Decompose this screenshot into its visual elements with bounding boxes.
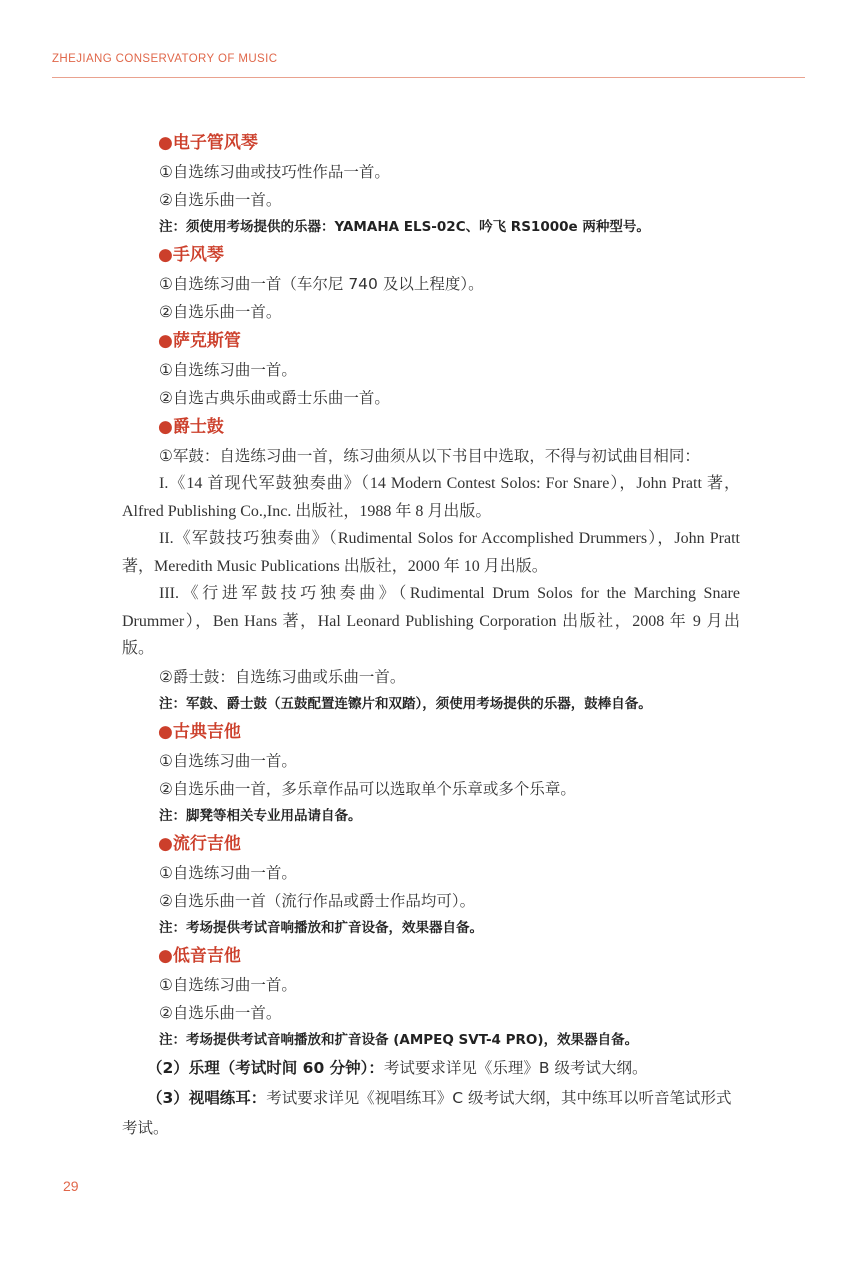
note-text: 注：须使用考场提供的乐器：YAMAHA ELS-02C、吟飞 RS1000e 两种型号。 [159,219,650,235]
theory-requirement [122,1053,740,1083]
list-item: ①自选练习曲一首（车尔尼 740 及以上程度）。 [159,275,484,293]
heading-text: 古典吉他 [172,721,241,742]
note-text: 注：考场提供考试音响播放和扩音设备 (AMPEQ SVT-4 PRO)，效果器自备。 [159,1031,639,1048]
bullet-icon: ● [158,833,173,854]
section-heading-accordion [158,240,740,270]
list-item: ②自选乐曲一首。 [159,303,282,321]
book-entry-2 [122,525,740,580]
heading-text: 爵士鼓 [172,417,224,437]
ear-training-requirement [122,1083,740,1143]
page-content [122,128,740,1143]
list-item: ①自选练习曲一首。 [159,975,297,994]
bullet-icon: ● [158,331,173,351]
page-number: 29 [63,1178,79,1194]
list-item: ①自选练习曲一首。 [159,863,297,882]
section-heading-pop-guitar [158,829,740,859]
bullet-icon: ● [158,417,173,437]
heading-text: 手风琴 [172,245,224,265]
bullet-icon: ● [158,721,173,742]
list-item: ①自选练习曲一首。 [159,751,297,770]
header-divider [52,77,805,78]
list-item: ②自选乐曲一首。 [159,1003,282,1022]
ear-training-label: （3）视唱练耳： [147,1088,267,1107]
bullet-icon: ● [158,945,173,966]
list-item: ①军鼓：自选练习曲一首，练习曲须从以下书目中选取，不得与初试曲目相同： [159,447,700,465]
heading-text: 低音吉他 [172,945,241,966]
list-item: ②自选古典乐曲或爵士乐曲一首。 [159,389,390,407]
note-text: 注：脚凳等相关专业用品请自备。 [159,807,362,824]
bullet-icon: ● [158,245,173,265]
book-text: II.《军鼓技巧独奏曲》（Rudimental Solos for Accomplished Drummers），John Pratt 著，Meredith Music Publications 出版社，2000 年 10 月出版。 [122,530,740,575]
section-heading-drums [158,412,740,442]
list-item: ②爵士鼓：自选练习曲或乐曲一首。 [159,667,406,686]
theory-text: 考试要求详见《乐理》B 级考试大纲。 [383,1058,648,1077]
list-item: ②自选乐曲一首，多乐章作品可以选取单个乐章或多个乐章。 [159,779,576,798]
list-item: ②自选乐曲一首。 [159,191,282,209]
book-entry-1 [122,470,740,525]
section-heading-organ [158,128,740,158]
section-heading-saxophone [158,326,740,356]
ear-training-text: 考试要求详见《视唱练耳》C 级考试大纲，其中练耳以听音笔试形式考试。 [122,1088,732,1137]
header-title: ZHEJIANG CONSERVATORY OF MUSIC [52,53,278,65]
book-text: I.《14 首现代军鼓独奏曲》（14 Modern Contest Solos: For Snare），John Pratt 著，Alfred Publishing Co.,Inc. 出版社，1988 年 8 月出版。 [122,475,740,520]
heading-text: 电子管风琴 [172,133,258,153]
book-text: III.《行进军鼓技巧独奏曲》（Rudimental Drum Solos for the Marching Snare Drummer），Ben Hans 著，Hal Leonard Publishing Corporation 出版社，2008 年 9 月出版。 [122,585,740,657]
section-heading-bass-guitar [158,941,740,971]
heading-text: 流行吉他 [172,833,241,854]
book-entry-3 [122,580,740,663]
note-text: 注：军鼓、爵士鼓（五鼓配置连镲片和双踏），须使用考场提供的乐器，鼓棒自备。 [159,695,652,712]
note-text: 注：考场提供考试音响播放和扩音设备，效果器自备。 [159,919,483,936]
list-item: ①自选练习曲一首。 [159,361,297,379]
theory-label: （2）乐理（考试时间 60 分钟）： [147,1058,384,1077]
section-heading-classical-guitar [158,717,740,747]
bullet-icon: ● [158,133,173,153]
list-item: ①自选练习曲或技巧性作品一首。 [159,163,390,181]
heading-text: 萨克斯管 [172,331,241,351]
list-item: ②自选乐曲一首（流行作品或爵士作品均可）。 [159,891,476,910]
